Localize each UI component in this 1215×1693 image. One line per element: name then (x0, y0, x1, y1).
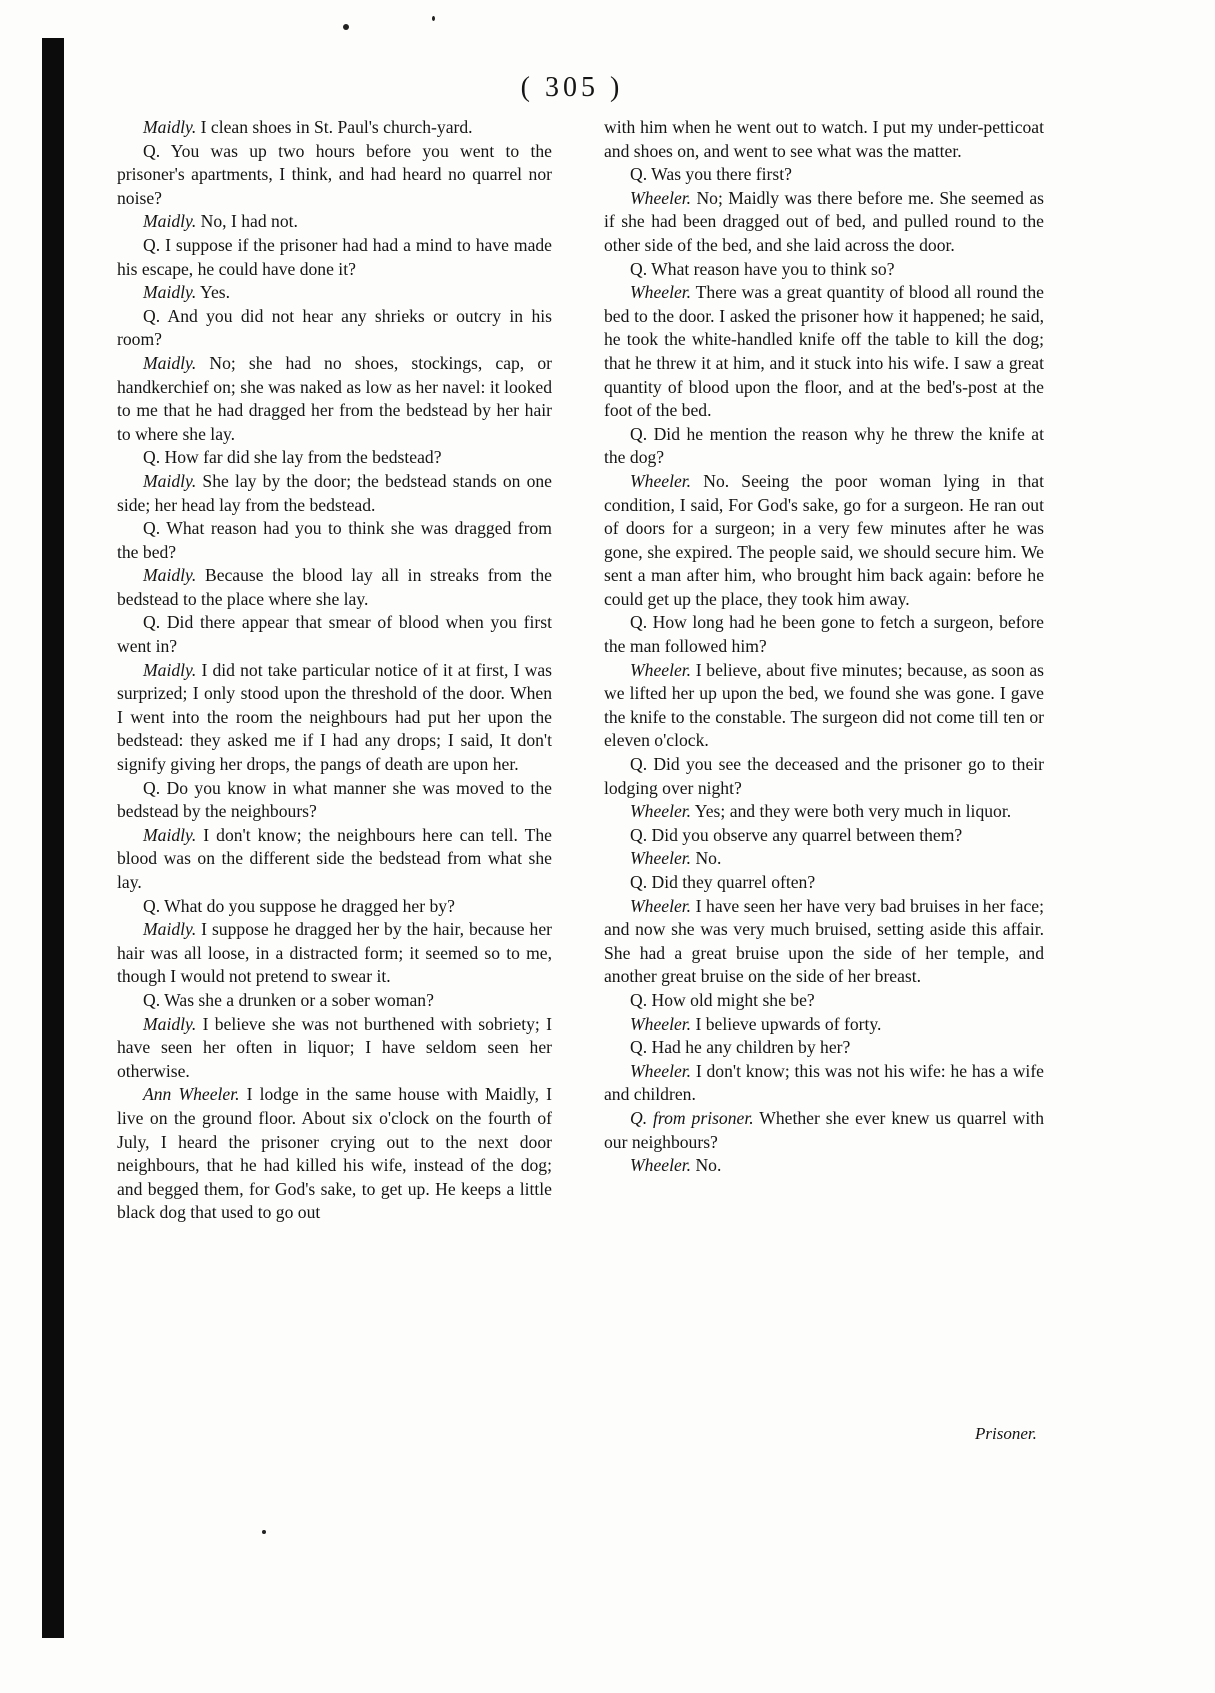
paragraph-text: I don't know; the neighbours here can tell. The blood was on the different side the bedstead from what she lay. (117, 824, 552, 892)
paragraph (604, 753, 1044, 800)
paragraph (604, 1154, 1044, 1178)
paragraph (604, 116, 1044, 163)
paragraph-text: Q. How long had he been gone to fetch a surgeon, before the man followed him? (604, 612, 1044, 657)
paragraph-text: Q. How old might she be? (630, 989, 815, 1010)
paragraph-text: I suppose he dragged her by the hair, because her hair was all loose, in a distracted form; it seemed so to me, though I would not pretend to swear it. (117, 919, 552, 987)
paragraph (117, 281, 552, 305)
paragraph (117, 352, 552, 446)
paragraph-text: No. (691, 1155, 722, 1176)
paragraph-text: Q. Was you there first? (630, 164, 792, 185)
speaker-name: Wheeler. (630, 1060, 692, 1081)
paragraph-text: There was a great quantity of blood all round the bed to the door. I asked the prisoner how it happened; he said, he took the white-handled knife off the table to kill the dog; that he threw it at him, and it stuck into his wife. I saw a great quantity of blood upon the floor, and at the bed's-post at the foot of the bed. (604, 282, 1044, 421)
paragraph-text: No, I had not. (196, 211, 298, 232)
paragraph (604, 163, 1044, 187)
ink-speck (432, 16, 435, 21)
speaker-name: Wheeler. (630, 282, 692, 303)
paragraph-text: She lay by the door; the bedstead stands on one side; her head lay from the bedstead. (117, 470, 552, 515)
paragraph-text: No. (691, 848, 722, 869)
paragraph-text: Q. Do you know in what manner she was moved to the bedstead by the neighbours? (117, 777, 552, 822)
speaker-name: Maidly. (143, 282, 197, 303)
paragraph (604, 1036, 1044, 1060)
speaker-name: Wheeler. (630, 848, 692, 869)
paragraph (117, 824, 552, 895)
speaker-name: Maidly. (143, 352, 197, 373)
right-column (604, 116, 1044, 1178)
paragraph-text: Q. How far did she lay from the bedstead? (143, 447, 442, 468)
paragraph-text: Q. I suppose if the prisoner had had a mind to have made his escape, he could have done it? (117, 234, 552, 279)
paragraph (117, 116, 552, 140)
ink-speck (262, 1530, 266, 1534)
speaker-name: Wheeler. (630, 470, 692, 491)
speaker-name: Wheeler. (630, 187, 692, 208)
paragraph-text: Q. You was up two hours before you went to the prisoner's apartments, I think, and had heard no quarrel nor noise? (117, 140, 552, 208)
paragraph (604, 423, 1044, 470)
binding-edge (42, 38, 64, 1638)
paragraph (604, 281, 1044, 423)
paragraph-text: I clean shoes in St. Paul's church-yard. (196, 117, 473, 137)
speaker-name: Wheeler. (630, 801, 692, 822)
paragraph-text: Q. What reason had you to think she was dragged from the bed? (117, 518, 552, 562)
paragraph (604, 895, 1044, 989)
paragraph-text: Yes; and they were both very much in liquor. (691, 801, 1012, 822)
speaker-name: Wheeler. (630, 895, 692, 916)
paragraph (604, 611, 1044, 658)
paragraph (117, 517, 552, 564)
speaker-name: Q. from prisoner. (630, 1107, 754, 1128)
paragraph (604, 659, 1044, 753)
paragraph (117, 1083, 552, 1225)
paragraph (117, 305, 552, 352)
paragraph (117, 564, 552, 611)
speaker-name: Maidly. (143, 659, 197, 680)
paragraph-text: I did not take particular notice of it at first, I was surprized; I only stood upon the threshold of the door. When I went into the room the neighbours had put her upon the bedstead: they asked me if I had any drops; I said, It don't signify giving her drops, the pangs of death are upon her. (117, 659, 552, 775)
paragraph-text: Q. What reason have you to think so? (630, 258, 895, 279)
paragraph (117, 210, 552, 234)
speaker-name: Maidly. (143, 1013, 197, 1034)
paragraph-text: I have seen her have very bad bruises in her face; and now she was very much bruised, setting aside this affair. She had a great bruise upon the side of her temple, and another great bruise on the side of her breast. (604, 895, 1044, 987)
paragraph (117, 1013, 552, 1084)
paragraph (604, 824, 1044, 848)
speaker-name: Maidly. (143, 117, 197, 137)
paragraph (117, 777, 552, 824)
paragraph (604, 1060, 1044, 1107)
speaker-name: Maidly. (143, 565, 197, 586)
paragraph-text: I lodge in the same house with Maidly, I live on the ground floor. About six o'clock on the fourth of July, I heard the prisoner crying out to the next door neighbours, that he had killed his wife, instead of the dog; and begged them, for God's sake, to get up. He keeps a little black dog that used to go out (117, 1084, 552, 1223)
paragraph (117, 611, 552, 658)
paragraph (117, 446, 552, 470)
paragraph (117, 234, 552, 281)
speaker-name: Ann Wheeler. (143, 1084, 240, 1105)
paragraph (604, 470, 1044, 612)
paragraph (604, 871, 1044, 895)
speaker-name: Maidly. (143, 824, 197, 845)
paragraph (604, 989, 1044, 1013)
catchword: Prisoner. (975, 1424, 1037, 1443)
paragraph-text: Q. Did you observe any quarrel between them? (630, 824, 963, 845)
paragraph (117, 895, 552, 919)
paragraph (117, 918, 552, 989)
paragraph-text: Q. Did there appear that smear of blood when you first went in? (117, 612, 552, 657)
paragraph (604, 1013, 1044, 1037)
paragraph (604, 800, 1044, 824)
paragraph-text: Q. And you did not hear any shrieks or outcry in his room? (117, 305, 552, 350)
paragraph-text: Whether she ever knew us quarrel with our neighbours? (604, 1107, 1044, 1152)
paragraph-text: No; Maidly was there before me. She seemed as if she had been dragged out of bed, and pulled round to the other side of the bed, and she laid across the door. (604, 187, 1044, 255)
paragraph (604, 1107, 1044, 1154)
paragraph-text: with him when he went out to watch. I put my under-petticoat and shoes on, and went to see what was the matter. (604, 117, 1044, 161)
paragraph-text: I believe she was not burthened with sobriety; I have seen her often in liquor; I have seldom seen her otherwise. (117, 1013, 552, 1081)
left-column (117, 116, 552, 1225)
paragraph-text: Because the blood lay all in streaks from the bedstead to the place where she lay. (117, 565, 552, 609)
speaker-name: Maidly. (143, 919, 197, 940)
speaker-name: Maidly. (143, 470, 197, 491)
paragraph (604, 258, 1044, 282)
paragraph-text: No; she had no shoes, stockings, cap, or handkerchief on; she was naked as low as her navel: it looked to me that he had dragged her from the bedstead by her hair to where she lay. (117, 352, 552, 444)
paragraph (117, 140, 552, 211)
paragraph-text: Q. Did you see the deceased and the prisoner go to their lodging over night? (604, 754, 1044, 798)
paragraph-text: Q. Did they quarrel often? (630, 872, 816, 892)
paragraph-text: Q. Did he mention the reason why he threw the knife at the dog? (604, 423, 1044, 468)
paragraph (117, 470, 552, 517)
paragraph-text: Yes. (196, 282, 231, 303)
paragraph-text: I believe upwards of forty. (691, 1013, 882, 1034)
paragraph-text: I don't know; this was not his wife: he has a wife and children. (604, 1060, 1044, 1105)
paragraph (117, 659, 552, 777)
speaker-name: Maidly. (143, 211, 197, 232)
paragraph (604, 187, 1044, 258)
paragraph (117, 989, 552, 1013)
paragraph-text: Q. Had he any children by her? (630, 1037, 851, 1058)
ink-speck (343, 24, 349, 30)
speaker-name: Wheeler. (630, 1013, 692, 1034)
paragraph-text: Q. Was she a drunken or a sober woman? (143, 989, 434, 1010)
paragraph-text: No. Seeing the poor woman lying in that condition, I said, For God's sake, go for a surgeon. He ran out of doors for a surgeon; in a very few minutes after he was gone, she expired. The people said, we should secure him. We sent a man after him, who brought him back again: before he could get up the place, they took him away. (604, 470, 1044, 609)
paragraph-text: Q. What do you suppose he dragged her by? (143, 895, 455, 916)
speaker-name: Wheeler. (630, 1155, 692, 1176)
speaker-name: Wheeler. (630, 659, 692, 680)
paragraph (604, 847, 1044, 871)
page-number: ( 305 ) (520, 72, 624, 103)
paragraph-text: I believe, about five minutes; because, as soon as we lifted her up upon the bed, we found she was gone. I gave the knife to the constable. The surgeon did not come till ten or eleven o'clock. (604, 659, 1044, 751)
